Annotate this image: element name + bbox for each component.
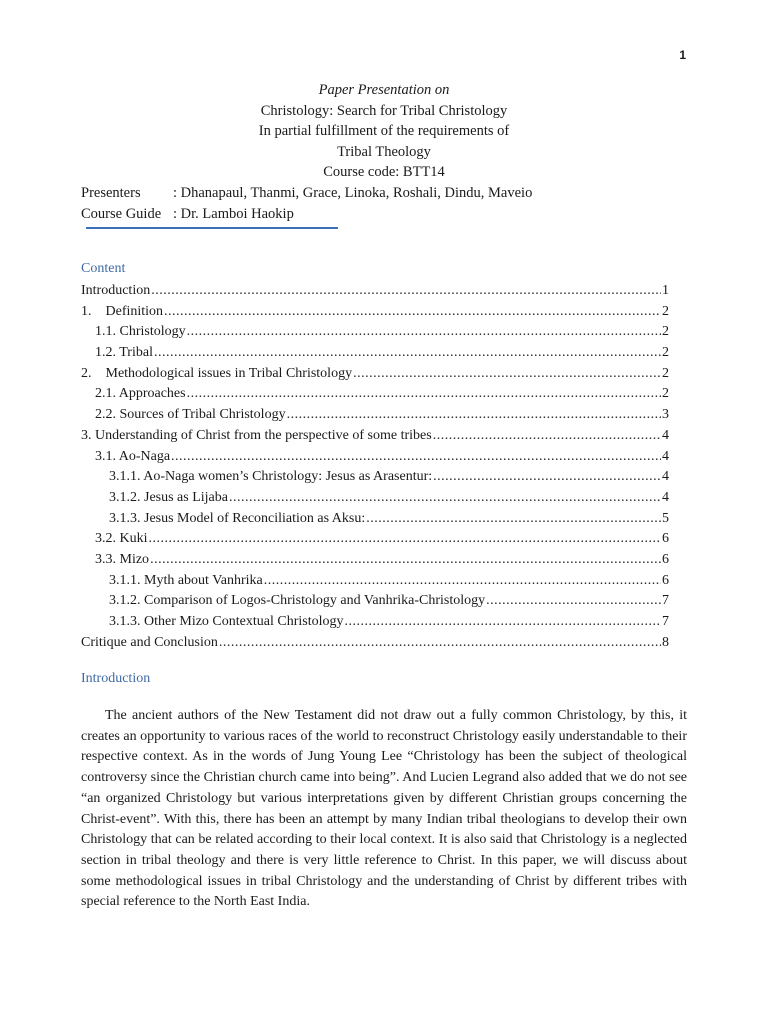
- toc-entry-page: 7: [662, 593, 669, 609]
- toc-leader: [219, 633, 661, 654]
- toc-leader: [150, 550, 661, 571]
- title-block: [0, 80, 768, 183]
- toc-entry[interactable]: [81, 488, 669, 509]
- presenters-value: : Dhanapaul, Thanmi, Grace, Linoka, Roshali, Dindu, Maveio: [173, 185, 533, 201]
- toc-entry[interactable]: [81, 550, 669, 571]
- toc-entry[interactable]: [81, 467, 669, 488]
- toc-leader: [151, 281, 661, 302]
- toc-entry-text: 2. Methodological issues in Tribal Christology: [81, 365, 353, 381]
- toc-entry[interactable]: [81, 509, 669, 530]
- toc-entry-page: 2: [662, 324, 669, 340]
- toc-leader: [287, 405, 661, 426]
- toc-leader: [264, 571, 661, 592]
- toc-entry-page: 2: [662, 386, 669, 402]
- toc-entry-page: 7: [662, 614, 669, 629]
- toc-leader: [433, 467, 661, 488]
- toc-leader: [433, 426, 661, 447]
- toc-entry[interactable]: [81, 612, 669, 633]
- toc-leader: [171, 447, 661, 468]
- toc-entry[interactable]: [81, 405, 669, 426]
- toc-entry-page: 3: [662, 407, 669, 423]
- toc-leader: [366, 509, 661, 530]
- toc-entry-text: 3.1.1. Myth about Vanhrika: [109, 572, 263, 588]
- title-line-topic: Christology: Search for Tribal Christology: [260, 102, 508, 119]
- toc-leader: [164, 302, 661, 323]
- toc-leader: [149, 529, 662, 550]
- toc-entry-page: 4: [662, 469, 669, 485]
- toc-entry[interactable]: [81, 591, 669, 612]
- toc-entry-page: 4: [662, 427, 669, 443]
- title-line-fulfillment: In partial fulfillment of the requirements of: [258, 123, 510, 139]
- course-guide-row: [81, 204, 532, 225]
- toc-entry-text: 1.2. Tribal: [95, 345, 153, 361]
- toc-entry-text: Introduction: [81, 283, 151, 298]
- toc-entry-page: 2: [662, 365, 669, 381]
- toc-entry[interactable]: [81, 302, 669, 323]
- page-number: 1: [679, 48, 686, 62]
- course-guide-label: Course Guide: [81, 205, 162, 222]
- toc-entry[interactable]: [81, 322, 669, 343]
- toc-entry[interactable]: [81, 384, 669, 405]
- toc-entry-text: 2.2. Sources of Tribal Christology: [95, 407, 286, 423]
- toc-entry-text: Critique and Conclusion: [81, 634, 218, 650]
- toc-entry[interactable]: [81, 447, 669, 468]
- meta-block: [81, 183, 532, 224]
- table-of-contents: [81, 281, 669, 653]
- toc-entry[interactable]: [81, 633, 669, 654]
- toc-entry-page: 8: [662, 634, 669, 650]
- toc-entry-page: 2: [662, 345, 669, 361]
- toc-entry-page: 1: [662, 283, 669, 298]
- toc-entry-page: 2: [662, 303, 669, 319]
- toc-entry-page: 4: [662, 448, 669, 464]
- toc-entry-text: 3.1. Ao-Naga: [95, 448, 171, 464]
- toc-leader: [229, 488, 661, 509]
- toc-leader: [486, 591, 661, 612]
- introduction-paragraph: The ancient authors of the New Testament did not draw out a fully common Christology, by this, it creates an opportunity to various races of the world to reconstruct Christology easily understandable to their respective context. As in the words of Jung Young Lee “Christology has been the subject of theological controversy since the Christian church came into being”. And Lucien Legrand also added that we do not see “an organized Christology but various interpretations given by different Christian groups concerning the Christ-event”. With this, there has been an attempt by many Indian tribal theologians to develop their own Christology that can be related according to their local context. It is also said that Christology is a neglected section in tribal theology and there is very little reference to Christ. In this paper, we will discuss about some methodological issues in tribal Christology and the understanding of Christ by different tribes with special reference to the North East India.: [81, 708, 687, 910]
- toc-entry-page: 6: [662, 551, 669, 567]
- course-guide-value: : Dr. Lamboi Haokip: [173, 205, 294, 222]
- toc-entry[interactable]: [81, 529, 669, 550]
- presenters-label: Presenters: [81, 185, 141, 201]
- toc-entry-text: 3.1.3. Jesus Model of Reconciliation as Aksu:: [109, 510, 366, 526]
- toc-heading: Content: [81, 261, 126, 276]
- toc-entry-page: 5: [662, 510, 669, 526]
- toc-entry-page: 4: [662, 489, 669, 505]
- toc-entry[interactable]: [81, 364, 669, 385]
- toc-leader: [154, 343, 661, 364]
- toc-entry-text: 1. Definition: [81, 303, 164, 319]
- toc-entry-text: 2.1. Approaches: [95, 386, 186, 402]
- toc-entry-page: 6: [662, 531, 669, 547]
- header-divider: [86, 227, 338, 229]
- toc-entry-text: 3.1.3. Other Mizo Contextual Christology: [109, 614, 344, 629]
- toc-entry-page: 6: [662, 572, 669, 588]
- title-line-presentation: Paper Presentation on: [318, 82, 450, 98]
- introduction-heading: Introduction: [81, 671, 151, 686]
- toc-entry-text: 3.2. Kuki: [95, 531, 148, 547]
- toc-entry[interactable]: [81, 571, 669, 592]
- toc-entry-text: 3.1.2. Jesus as Lijaba: [109, 489, 228, 505]
- presenters-row: [81, 183, 532, 204]
- toc-entry-text: 3.1.1. Ao-Naga women’s Christology: Jesus as Arasentur:: [109, 469, 433, 485]
- toc-entry-text: 3.3. Mizo: [95, 551, 150, 567]
- toc-entry[interactable]: [81, 281, 669, 302]
- toc-leader: [187, 322, 661, 343]
- toc-entry-text: 3. Understanding of Christ from the perspective of some tribes: [81, 427, 432, 443]
- toc-entry-text: 1.1. Christology: [95, 324, 186, 340]
- toc-leader: [353, 364, 661, 385]
- toc-entry[interactable]: [81, 343, 669, 364]
- toc-leader: [187, 384, 661, 405]
- title-line-course-code: Course code: BTT14: [323, 164, 445, 180]
- toc-entry-text: 3.1.2. Comparison of Logos-Christology and Vanhrika-Christology: [109, 593, 486, 609]
- toc-entry[interactable]: [81, 426, 669, 447]
- toc-leader: [344, 612, 661, 633]
- title-line-course: Tribal Theology: [337, 143, 431, 160]
